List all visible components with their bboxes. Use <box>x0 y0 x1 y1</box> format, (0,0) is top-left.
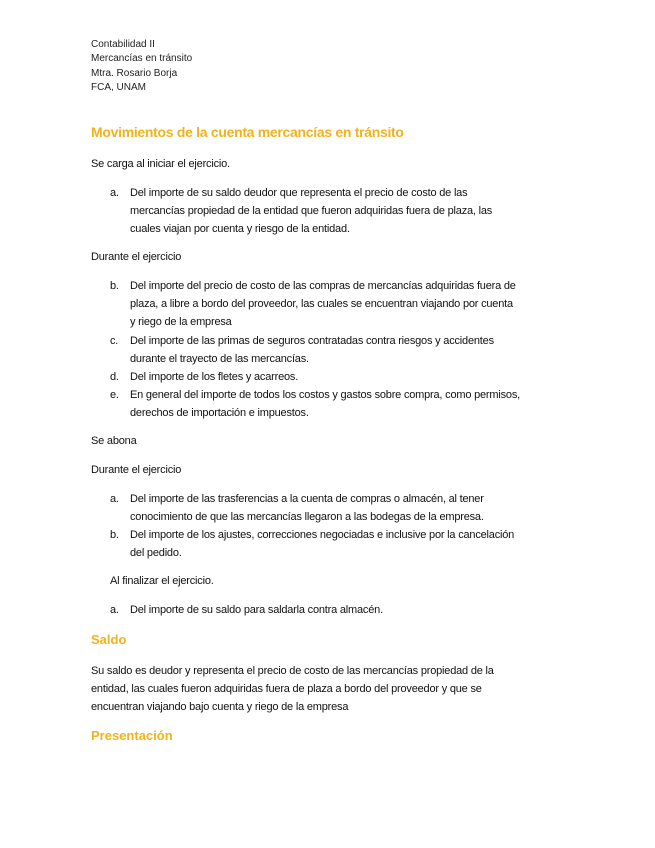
list-item-text: y riego de la empresa <box>130 316 232 328</box>
list-item <box>110 332 565 368</box>
finalizar-label: Al finalizar el ejercicio. <box>110 575 214 587</box>
header-course: Contabilidad II <box>91 39 155 50</box>
list-item-text: derechos de importación e impuestos. <box>130 407 309 419</box>
list-item-text: Del importe del precio de costo de las compras de mercancías adquiridas fuera de <box>130 280 516 292</box>
list-item-text: Del importe de las trasferencias a la cuenta de compras o almacén, al tener <box>130 493 484 505</box>
list-item <box>110 386 565 422</box>
section-title-presentacion: Presentación <box>91 728 173 743</box>
list-item <box>110 601 565 619</box>
list-item-text: durante el trayecto de las mercancías. <box>130 353 309 365</box>
list-marker: a. <box>110 187 119 199</box>
section-title-movimientos: Movimientos de la cuenta mercancías en tránsito <box>91 124 404 140</box>
list-item-text: Del importe de los fletes y acarreos. <box>130 371 299 383</box>
durante-label: Durante el ejercicio <box>91 464 182 476</box>
list-item-text: cuales viajan por cuenta y riesgo de la entidad. <box>130 223 350 235</box>
cargo-intro: Se carga al iniciar el ejercicio. <box>91 158 230 170</box>
paragraph-line: encuentran viajando bajo cuenta y riego de la empresa <box>91 701 349 713</box>
saldo-paragraph <box>91 662 571 716</box>
list-marker: a. <box>110 493 119 505</box>
list-item <box>110 368 565 386</box>
list-item-text: Del importe de los ajustes, correcciones negociadas e inclusive por la cancelación <box>130 529 515 541</box>
list-marker: a. <box>110 604 119 616</box>
list-item-text: Del importe de su saldo para saldarla contra almacén. <box>130 604 383 616</box>
list-item-text: conocimiento de que las mercancías llegaron a las bodegas de la empresa. <box>130 511 484 523</box>
list-marker: e. <box>110 389 119 401</box>
durante-label: Durante el ejercicio <box>91 251 182 263</box>
abono-label: Se abona <box>91 435 137 447</box>
paragraph-line: Su saldo es deudor y representa el precio de costo de las mercancías propiedad de la <box>91 665 494 677</box>
list-item-text: En general del importe de todos los costos y gastos sobre compra, como permisos, <box>130 389 520 401</box>
paragraph-line: entidad, las cuales fueron adquiridas fuera de plaza a bordo del proveedor y que se <box>91 683 482 695</box>
list-marker: b. <box>110 529 119 541</box>
list-marker: d. <box>110 371 119 383</box>
list-item <box>110 490 565 526</box>
header-school: FCA, UNAM <box>91 82 146 94</box>
list-item <box>110 277 565 331</box>
header-topic: Mercancías en tránsito <box>91 53 193 65</box>
list-item <box>110 184 565 238</box>
list-item-text: Del importe de su saldo deudor que representa el precio de costo de las <box>130 187 468 199</box>
section-title-saldo: Saldo <box>91 632 127 647</box>
list-item-text: plaza, a libre a bordo del proveedor, las cuales se encuentran viajando por cuenta <box>130 298 513 310</box>
list-item-text: del pedido. <box>130 547 182 559</box>
list-marker: c. <box>110 335 119 347</box>
list-marker: b. <box>110 280 119 292</box>
list-item-text: Del importe de las primas de seguros contratadas contra riesgos y accidentes <box>130 335 494 347</box>
header-teacher: Mtra. Rosario Borja <box>91 67 178 79</box>
list-item-text: mercancías propiedad de la entidad que fueron adquiridas fuera de plaza, las <box>130 205 493 217</box>
document-header <box>91 38 192 96</box>
list-item <box>110 526 565 562</box>
